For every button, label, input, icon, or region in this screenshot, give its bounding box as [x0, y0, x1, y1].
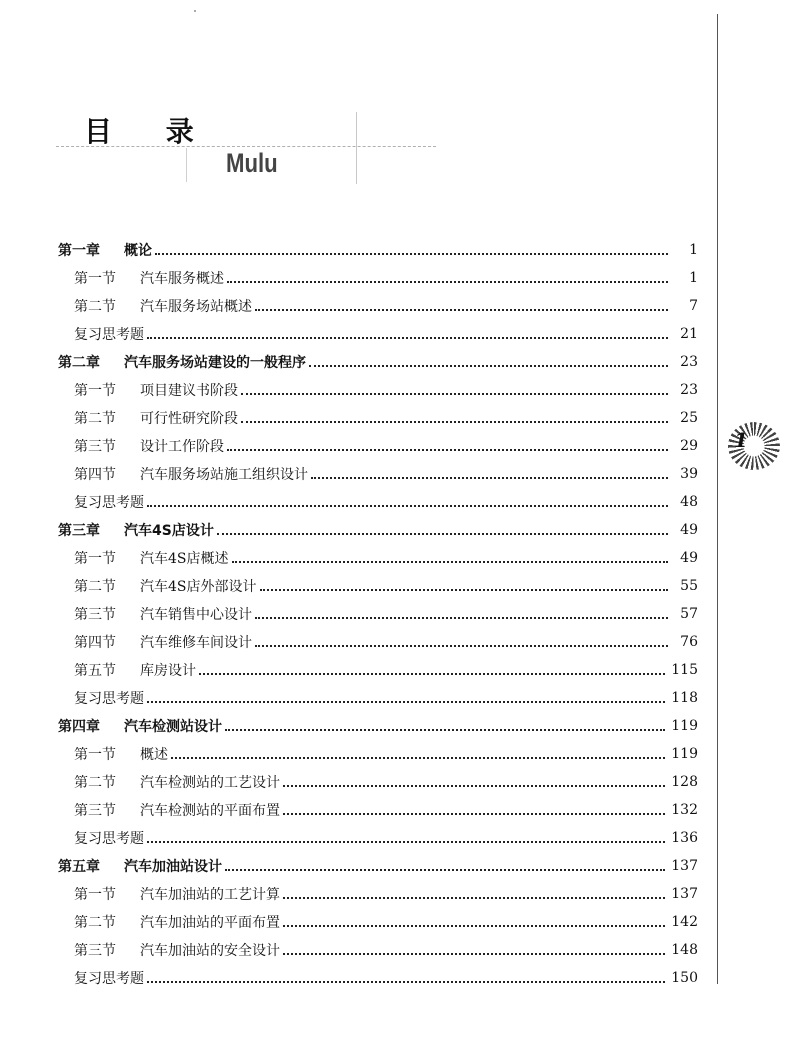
dot-leader: [199, 659, 665, 675]
dot-leader: [255, 631, 668, 647]
toc-entry-title: 项目建议书阶段: [140, 383, 238, 399]
toc-entry-page: 115: [671, 662, 698, 678]
toc-entry-section[interactable]: [58, 740, 698, 768]
dot-leader: [241, 407, 668, 423]
toc-entry-page: 142: [671, 914, 698, 930]
toc-entry-section[interactable]: [58, 936, 698, 964]
toc-entry-review[interactable]: [58, 964, 698, 992]
toc-entry-title: 复习思考题: [74, 831, 144, 847]
toc-entry-label: [74, 492, 144, 512]
toc-entry-label: [74, 436, 224, 456]
toc-entry-title: 汽车加油站的平面布置: [140, 915, 280, 931]
toc-entry-number: 第二节: [74, 775, 116, 791]
toc-entry-number: 第三章: [58, 523, 100, 539]
toc-entry-number: 第一节: [74, 271, 116, 287]
toc-entry-chapter[interactable]: [58, 348, 698, 376]
toc-entry-title: 概论: [124, 243, 152, 259]
toc-entry-section[interactable]: [58, 544, 698, 572]
toc-entry-title: 汽车4S店设计: [124, 523, 214, 539]
dot-leader: [309, 351, 668, 367]
toc-entry-page: 76: [680, 634, 698, 650]
toc-entry-label: [74, 912, 280, 932]
page-title: 目 录: [84, 115, 216, 148]
toc-entry-page: 39: [680, 466, 698, 482]
toc-entry-page: 148: [671, 942, 698, 958]
toc-entry-title: 汽车检测站的平面布置: [140, 803, 280, 819]
page-marker: [718, 418, 780, 474]
toc-entry-page: 1: [689, 270, 698, 286]
dot-leader: [255, 603, 668, 619]
toc-entry-number: 第一节: [74, 383, 116, 399]
toc-entry-page: 150: [671, 970, 698, 986]
toc-entry-section[interactable]: [58, 404, 698, 432]
toc-entry-number: 第三节: [74, 439, 116, 455]
dot-leader: [147, 687, 665, 703]
toc-entry-section[interactable]: [58, 908, 698, 936]
dot-leader: [241, 379, 668, 395]
margin-rule: [717, 14, 718, 984]
toc-entry-page: 21: [680, 326, 698, 342]
dot-leader: [283, 911, 665, 927]
toc-entry-title: 汽车销售中心设计: [140, 607, 252, 623]
dot-leader: [147, 967, 665, 983]
toc-entry-label: [58, 520, 214, 540]
dot-leader: [255, 295, 668, 311]
toc-entry-page: 119: [671, 746, 698, 762]
toc-entry-label: [74, 660, 196, 680]
dot-leader: [283, 771, 665, 787]
header-vertical-rule-2: [186, 148, 187, 182]
toc-entry-review[interactable]: [58, 320, 698, 348]
dot-leader: [225, 715, 665, 731]
dot-leader: [147, 491, 668, 507]
toc-entry-number: 第一节: [74, 887, 116, 903]
toc-entry-chapter[interactable]: [58, 712, 698, 740]
toc-entry-label: [74, 744, 168, 764]
dot-leader: [225, 855, 665, 871]
toc-entry-page: 23: [680, 354, 698, 370]
toc-entry-section[interactable]: [58, 796, 698, 824]
toc-entry-number: 第一节: [74, 747, 116, 763]
toc-entry-label: [58, 240, 152, 260]
toc-entry-label: [74, 380, 238, 400]
dot-leader: [227, 267, 668, 283]
toc-entry-title: 复习思考题: [74, 691, 144, 707]
toc-entry-page: 136: [671, 830, 698, 846]
toc-entry-label: [74, 464, 308, 484]
toc-entry-label: [74, 604, 252, 624]
toc-entry-page: 119: [671, 718, 698, 734]
toc-entry-number: 第四节: [74, 635, 116, 651]
toc-entry-section[interactable]: [58, 880, 698, 908]
toc-entry-number: 第五节: [74, 663, 116, 679]
dot-leader: [311, 463, 668, 479]
dot-leader: [217, 519, 668, 535]
toc-entry-page: 25: [680, 410, 698, 426]
toc-entry-title: 复习思考题: [74, 495, 144, 511]
toc-entry-title: 概述: [140, 747, 168, 763]
toc-entry-title: 汽车维修车间设计: [140, 635, 252, 651]
toc-entry-title: 汽车检测站设计: [124, 719, 222, 735]
toc-entry-number: 第二节: [74, 579, 116, 595]
toc-entry-page: 128: [671, 774, 698, 790]
toc-entry-number: 第二节: [74, 299, 116, 315]
dot-leader: [155, 239, 668, 255]
toc-entry-title: 复习思考题: [74, 971, 144, 987]
toc-entry-title: 汽车服务场站概述: [140, 299, 252, 315]
toc-entry-number: 第五章: [58, 859, 100, 875]
toc-entry-review[interactable]: [58, 684, 698, 712]
toc-entry-label: [74, 408, 238, 428]
toc-entry-label: [74, 968, 144, 988]
header-divider: [56, 146, 436, 147]
toc-entry-section[interactable]: [58, 628, 698, 656]
toc-entry-number: 第三节: [74, 607, 116, 623]
toc-entry-page: 29: [680, 438, 698, 454]
toc-entry-title: 汽车服务场站建设的一般程序: [124, 355, 306, 371]
toc-entry-section[interactable]: [58, 656, 698, 684]
toc-entry-label: [74, 884, 280, 904]
page-subtitle: Mulu: [226, 148, 278, 178]
toc-entry-page: 57: [680, 606, 698, 622]
toc-entry-title: 汽车4S店概述: [140, 551, 229, 567]
toc-entry-section[interactable]: [58, 768, 698, 796]
toc-entry-label: [74, 688, 144, 708]
toc-entry-section[interactable]: [58, 264, 698, 292]
toc-entry-number: 第一章: [58, 243, 100, 259]
toc-entry-page: 1: [689, 242, 698, 258]
toc-entry-label: [58, 352, 306, 372]
toc-entry-title: 汽车加油站的安全设计: [140, 943, 280, 959]
toc-entry-title: 汽车加油站设计: [124, 859, 222, 875]
dot-leader: [260, 575, 669, 591]
toc-entry-section[interactable]: [58, 460, 698, 488]
toc-entry-page: 55: [680, 578, 698, 594]
toc-entry-title: 汽车服务概述: [140, 271, 224, 287]
toc-entry-page: 132: [671, 802, 698, 818]
dot-leader: [283, 883, 665, 899]
toc-entry-title: 可行性研究阶段: [140, 411, 238, 427]
toc-entry-label: [74, 632, 252, 652]
toc-entry-label: [74, 548, 229, 568]
toc-entry-title: 汽车服务场站施工组织设计: [140, 467, 308, 483]
dot-leader: [147, 827, 665, 843]
toc-entry-title: 库房设计: [140, 663, 196, 679]
toc-entry-page: 23: [680, 382, 698, 398]
toc-entry-title: 复习思考题: [74, 327, 144, 343]
toc-entry-number: 第二节: [74, 411, 116, 427]
toc-entry-number: 第四章: [58, 719, 100, 735]
toc-entry-label: [74, 268, 224, 288]
toc-entry-title: 汽车4S店外部设计: [140, 579, 257, 595]
dot-leader: [283, 939, 665, 955]
toc-entry-title: 设计工作阶段: [140, 439, 224, 455]
toc-entry-title: 汽车检测站的工艺设计: [140, 775, 280, 791]
toc-entry-label: [58, 856, 222, 876]
toc-entry-page: 137: [671, 886, 698, 902]
toc-entry-label: [74, 296, 252, 316]
toc-entry-chapter[interactable]: [58, 852, 698, 880]
toc-entry-page: 7: [689, 298, 698, 314]
toc-entry-number: 第三节: [74, 803, 116, 819]
toc-header: [56, 108, 446, 188]
toc-entry-number: 第三节: [74, 943, 116, 959]
table-of-contents: [58, 236, 698, 992]
toc-entry-label: [74, 772, 280, 792]
dot-leader: [283, 799, 665, 815]
toc-entry-chapter[interactable]: [58, 516, 698, 544]
toc-entry-page: 48: [680, 494, 698, 510]
toc-entry-section[interactable]: [58, 600, 698, 628]
toc-entry-page: 137: [671, 858, 698, 874]
toc-entry-number: 第一节: [74, 551, 116, 567]
toc-entry-label: [74, 828, 144, 848]
toc-entry-number: 第二节: [74, 915, 116, 931]
dot-leader: [232, 547, 669, 563]
toc-entry-section[interactable]: [58, 572, 698, 600]
scan-speck: [194, 10, 196, 12]
toc-entry-section[interactable]: [58, 292, 698, 320]
toc-entry-label: [58, 716, 222, 736]
toc-entry-title: 汽车加油站的工艺计算: [140, 887, 280, 903]
toc-entry-number: 第四节: [74, 467, 116, 483]
toc-entry-chapter[interactable]: [58, 236, 698, 264]
toc-entry-section[interactable]: [58, 432, 698, 460]
toc-entry-label: [74, 800, 280, 820]
toc-entry-label: [74, 576, 257, 596]
toc-entry-page: 49: [680, 550, 698, 566]
dot-leader: [147, 323, 668, 339]
dot-leader: [227, 435, 668, 451]
toc-entry-page: 49: [680, 522, 698, 538]
page-number: 1: [734, 428, 748, 452]
toc-entry-label: [74, 324, 144, 344]
dot-leader: [171, 743, 665, 759]
toc-entry-review[interactable]: [58, 824, 698, 852]
toc-entry-page: 118: [671, 690, 698, 706]
toc-entry-label: [74, 940, 280, 960]
toc-entry-section[interactable]: [58, 376, 698, 404]
toc-entry-review[interactable]: [58, 488, 698, 516]
header-vertical-rule: [356, 112, 357, 184]
toc-entry-number: 第二章: [58, 355, 100, 371]
